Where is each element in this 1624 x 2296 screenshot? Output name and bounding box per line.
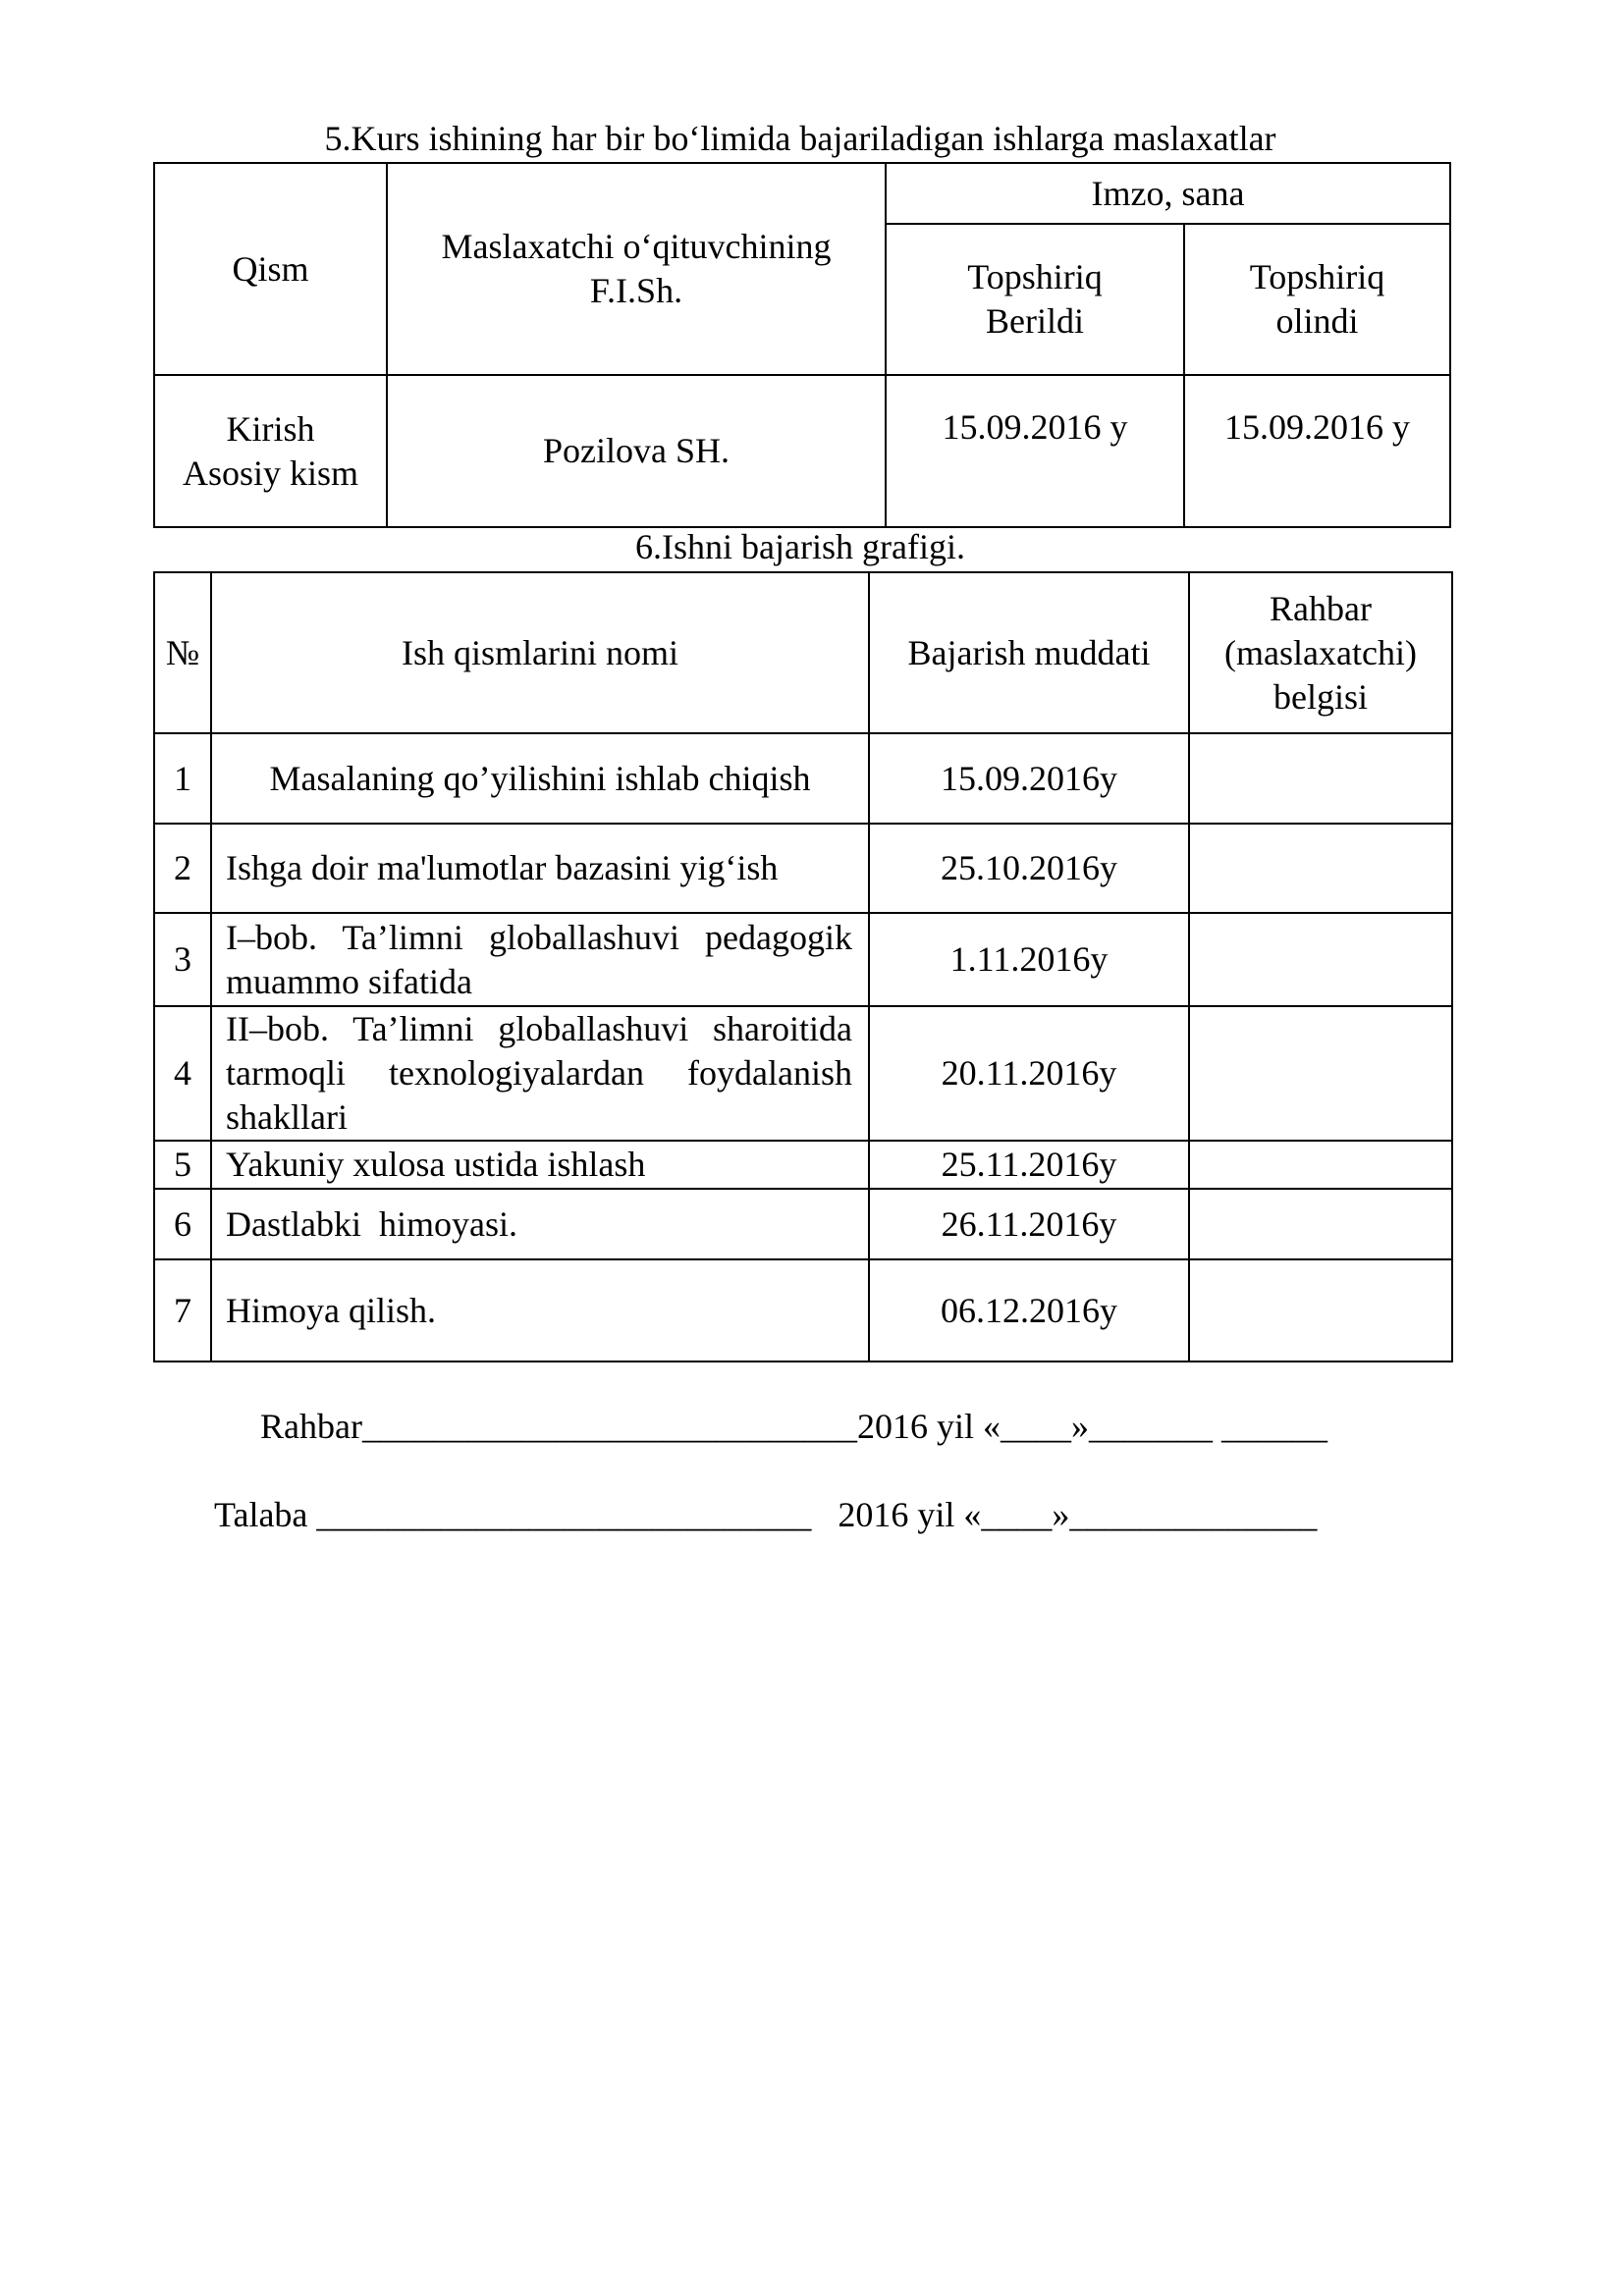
- cell-consultant: Pozilova SH.: [387, 375, 886, 527]
- header-signature-date: Imzo, sana: [886, 163, 1450, 224]
- header-deadline: Bajarish muddati: [869, 572, 1189, 733]
- row-name: II–bob. Ta’limni globallashuvi sharoitida tarmoqli texnologiyalardan foydalanish shakllari: [211, 1006, 869, 1141]
- row-deadline: 25.10.2016y: [869, 824, 1189, 913]
- table-row: [154, 1006, 1452, 1141]
- row-deadline: 15.09.2016y: [869, 733, 1189, 824]
- row-name: Yakuniy xulosa ustida ishlash: [211, 1141, 869, 1189]
- row-name: I–bob. Ta’limni globallashuvi pedagogik muammo sifatida: [211, 913, 869, 1006]
- consultation-table: [153, 162, 1451, 528]
- row-number: 4: [154, 1006, 211, 1141]
- row-mark: [1189, 913, 1452, 1006]
- row-mark: [1189, 733, 1452, 824]
- header-number: №: [154, 572, 211, 733]
- row-name: Dastlabki himoyasi.: [211, 1189, 869, 1259]
- section5-title: 5.Kurs ishining har bir bo‘limida bajariladigan ishlarga maslaxatlar: [324, 119, 1276, 158]
- cell-qism: Kirish Asosiy kism: [154, 375, 387, 527]
- row-mark: [1189, 824, 1452, 913]
- row-mark: [1189, 1259, 1452, 1362]
- table-row: [154, 375, 1450, 527]
- row-number: 7: [154, 1259, 211, 1362]
- cell-given-date: 15.09.2016 y: [886, 375, 1184, 527]
- row-name: Masalaning qo’yilishini ishlab chiqish: [211, 733, 869, 824]
- row-number: 5: [154, 1141, 211, 1189]
- table-row: [154, 733, 1452, 824]
- section6-title: 6.Ishni bajarish grafigi.: [635, 527, 965, 566]
- row-mark: [1189, 1141, 1452, 1189]
- table-row: [154, 913, 1452, 1006]
- cell-received-date: 15.09.2016 y: [1184, 375, 1450, 527]
- row-name: Himoya qilish.: [211, 1259, 869, 1362]
- header-consultant: Maslaxatchi o‘qituvchining F.I.Sh.: [387, 163, 886, 375]
- rahbar-signature-line: Rahbar____________________________2016 yil «____»_______ ______: [260, 1407, 1327, 1446]
- header-name: Ish qismlarini nomi: [211, 572, 869, 733]
- row-number: 3: [154, 913, 211, 1006]
- header-qism: Qism: [154, 163, 387, 375]
- row-deadline: 25.11.2016y: [869, 1141, 1189, 1189]
- row-mark: [1189, 1006, 1452, 1141]
- row-name: Ishga doir ma'lumotlar bazasini yig‘ish: [211, 824, 869, 913]
- header-task-given: Topshiriq Berildi: [886, 224, 1184, 375]
- table-row: [154, 1189, 1452, 1259]
- row-deadline: 06.12.2016y: [869, 1259, 1189, 1362]
- row-deadline: 20.11.2016y: [869, 1006, 1189, 1141]
- schedule-table: [153, 571, 1453, 1362]
- row-deadline: 26.11.2016y: [869, 1189, 1189, 1259]
- header-supervisor-mark: Rahbar (maslaxatchi) belgisi: [1189, 572, 1452, 733]
- row-deadline: 1.11.2016y: [869, 913, 1189, 1006]
- table-row: [154, 1141, 1452, 1189]
- row-number: 6: [154, 1189, 211, 1259]
- row-number: 2: [154, 824, 211, 913]
- row-mark: [1189, 1189, 1452, 1259]
- table-row: [154, 824, 1452, 913]
- row-number: 1: [154, 733, 211, 824]
- header-task-received: Topshiriq olindi: [1184, 224, 1450, 375]
- table-row: [154, 1259, 1452, 1362]
- talaba-signature-line: Talaba ____________________________ 2016 yil «____»______________: [214, 1495, 1318, 1534]
